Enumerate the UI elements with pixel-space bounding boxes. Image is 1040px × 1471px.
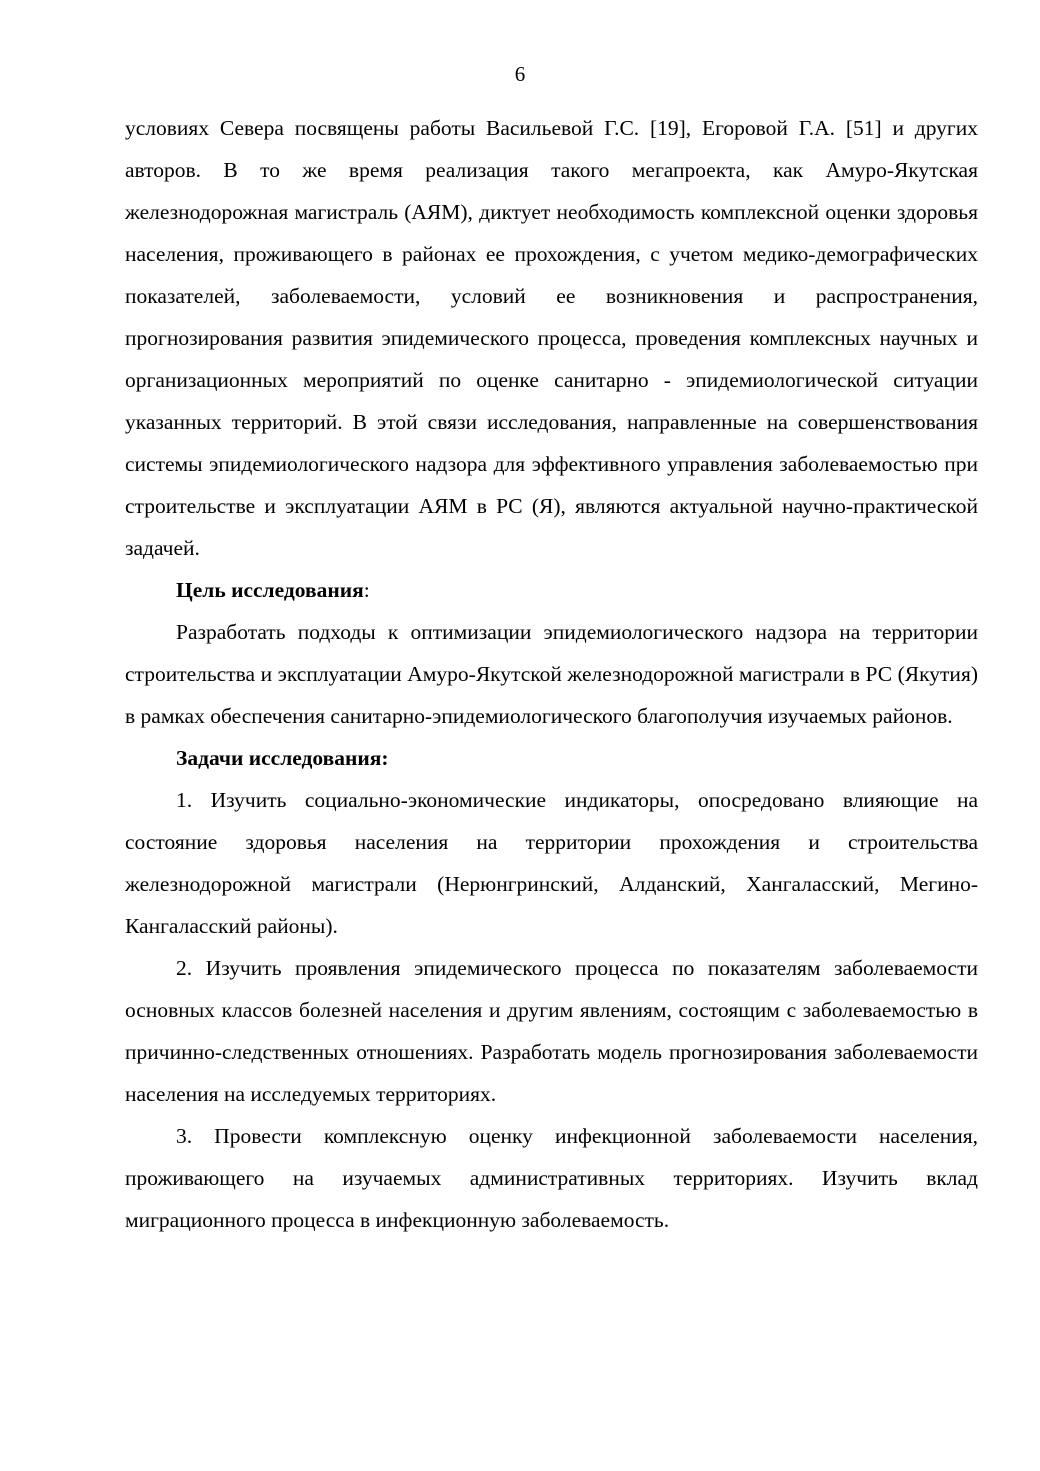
goal-heading bbox=[125, 569, 978, 611]
intro-paragraph: условиях Севера посвящены работы Васильевой Г.С. [19], Егоровой Г.А. [51] и других авторов. В то же время реализация такого мегапроекта, как Амуро-Якутская железнодорожная магистраль (АЯМ), диктует необходимость комплексной оценки здоровья населения, проживающего в районах ее прохождения, с учетом медико-демографических показателей, заболеваемости, условий ее возникновения и распространения, прогнозирования развития эпидемического процесса, проведения комплексных научных и организационных мероприятий по оценке санитарно - эпидемиологической ситуации указанных территорий. В этой связи исследования, направленные на совершенствования системы эпидемиологического надзора для эффективного управления заболеваемостью при строительстве и эксплуатации АЯМ в РС (Я), являются актуальной научно-практической задачей. bbox=[125, 116, 978, 560]
page-number: 6 bbox=[514, 62, 526, 86]
goal-text: Разработать подходы к оптимизации эпидемиологического надзора на территории строительства и эксплуатации Амуро-Якутской железнодорожной магистрали в РС (Якутия) в рамках обеспечения санитарно-эпидемиологического благополучия изучаемых районов. bbox=[125, 620, 978, 728]
tasks-heading: Задачи исследования: bbox=[176, 746, 389, 770]
task-item-1: 1. Изучить социально-экономические индикаторы, опосредовано влияющие на состояние здоровья населения на территории прохождения и строительства железнодорожной магистрали (Нерюнгринский, Алданский, Хангаласский, Мегино-Кангаласский районы). bbox=[125, 788, 978, 938]
task-item-3: 3. Провести комплексную оценку инфекционной заболеваемости населения, проживающего на изучаемых административных территориях. Изучить вклад миграционного процесса в инфекционную заболеваемость. bbox=[125, 1124, 978, 1232]
task-item-2: 2. Изучить проявления эпидемического процесса по показателям заболеваемости основных классов болезней населения и другим явлениям, состоящим с заболеваемостью в причинно-следственных отношениях. Разработать модель прогнозирования заболеваемости населения на исследуемых территориях. bbox=[125, 956, 978, 1106]
goal-heading-colon: : bbox=[363, 578, 370, 602]
body-text bbox=[125, 107, 978, 1241]
goal-heading-label: Цель исследования bbox=[176, 578, 364, 602]
